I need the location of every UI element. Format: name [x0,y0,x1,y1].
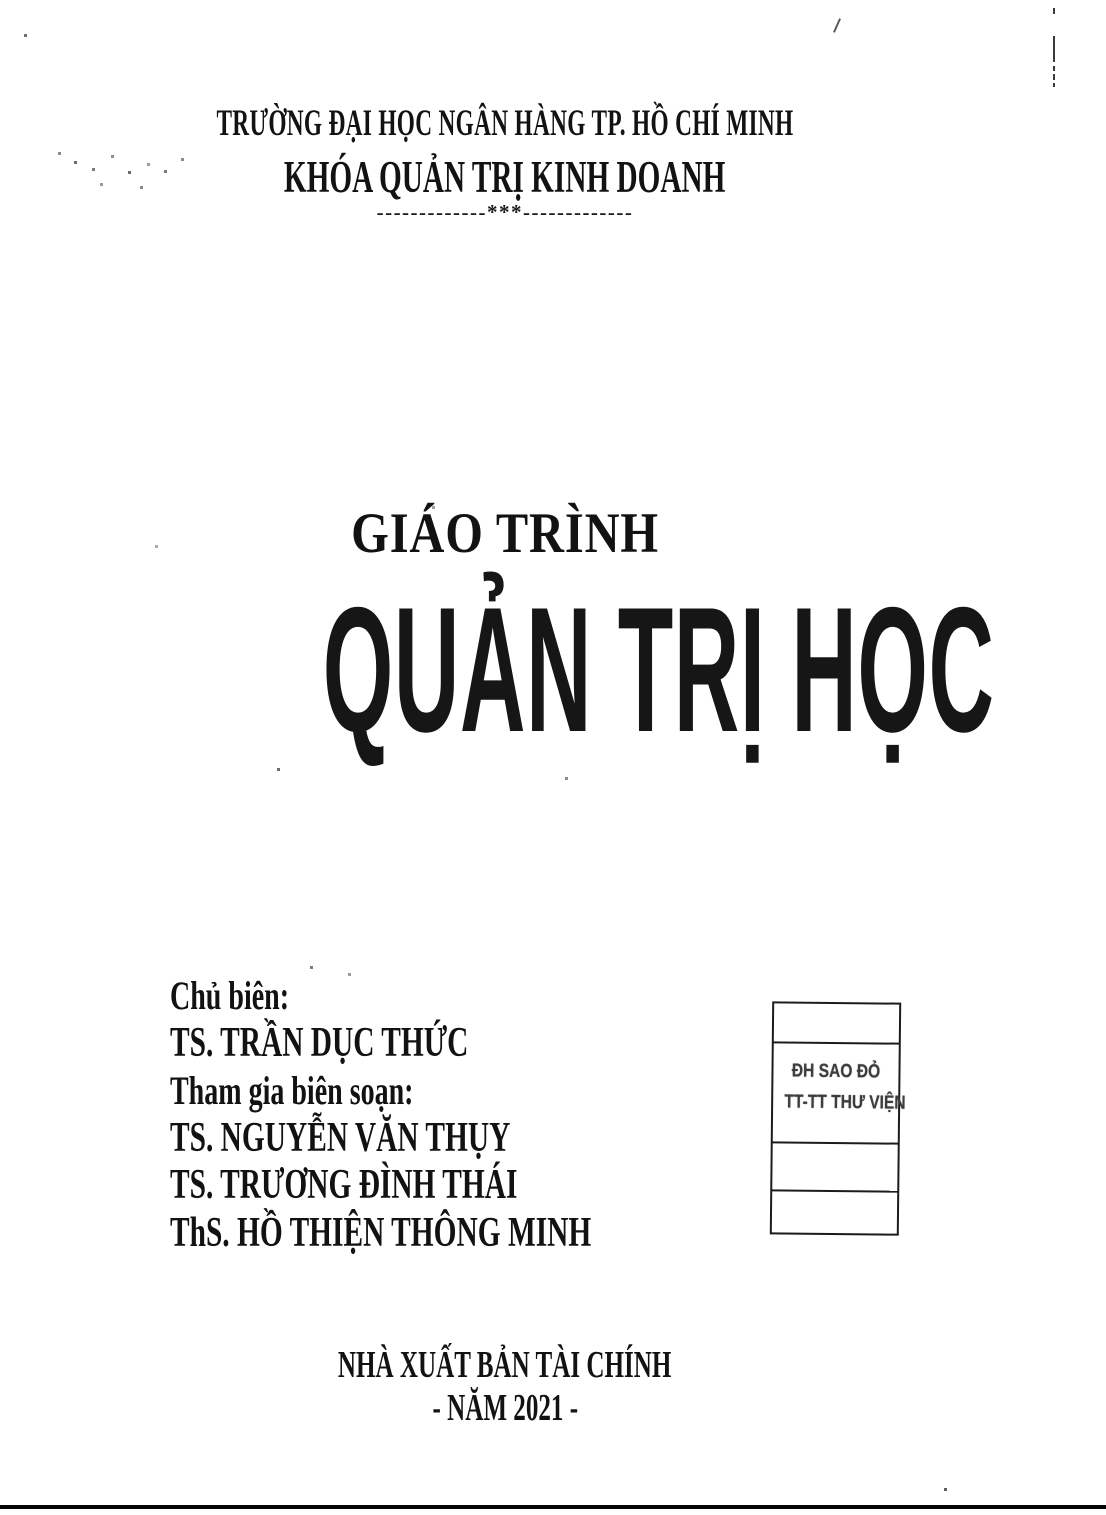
scan-speckles [0,0,3,3]
contributors-label: Tham gia biên soạn: [170,1068,414,1113]
editor-name: TS. TRẦN DỤC THỨC [170,1019,469,1066]
stamp-line-1: ĐH SAO ĐỎ [791,1060,881,1083]
stamp-rule [772,1141,899,1144]
scan-slash-artifact [833,18,841,33]
book-title: QUẢN TRỊ HỌC [322,570,995,769]
series-title: GIÁO TRÌNH [351,502,659,565]
header-divider: -------------***------------- [376,200,634,224]
contributor-name: ThS. HỒ THIỆN THÔNG MINH [170,1209,592,1256]
stamp-text [773,1055,906,1118]
faculty-name: KHÓA QUẢN TRỊ KINH DOANH [284,152,726,202]
stamp-line-2: TT-TT THƯ VIỆN [784,1091,906,1114]
publication-year: - NĂM 2021 - [432,1387,578,1429]
university-name: TRƯỜNG ĐẠI HỌC NGÂN HÀNG TP. HỒ CHÍ MINH [216,103,794,144]
library-stamp [770,1001,906,1235]
stamp-rule [773,1041,900,1044]
page-bottom-edge-line [0,1505,1106,1509]
scan-edge-marks [1053,8,1056,88]
publisher-name: NHÀ XUẤT BẢN TÀI CHÍNH [338,1344,672,1386]
contributor-name: TS. NGUYỄN VĂN THỤY [170,1114,511,1161]
contributor-name: TS. TRƯƠNG ĐÌNH THÁI [170,1162,518,1208]
authors-block [170,972,772,1257]
editor-label: Chủ biên: [170,973,290,1018]
stamp-rule [771,1189,898,1192]
